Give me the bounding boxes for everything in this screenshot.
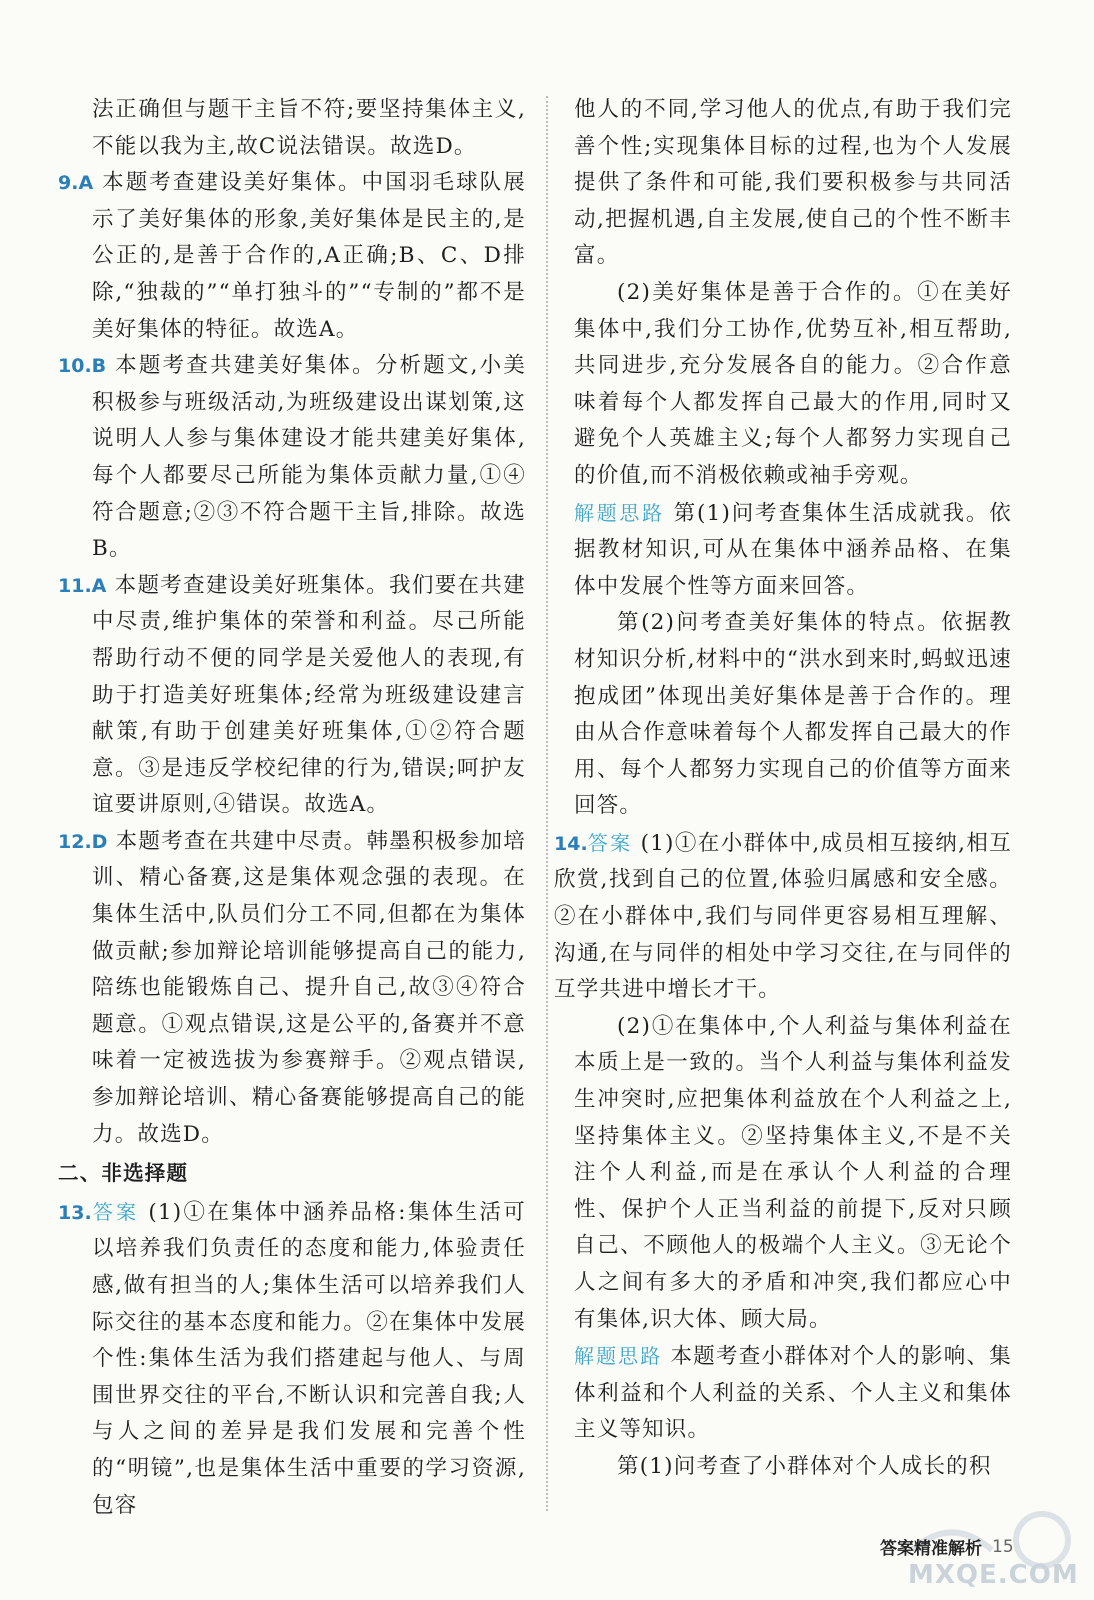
question-number: 11.A bbox=[58, 574, 107, 597]
solution-tag: 解题思路 bbox=[574, 500, 665, 525]
answer-text: (1)①在小群体中,成员相互接纳,相互欣赏,找到自己的位置,体验归属感和安全感。②在小群体中,我们与同伴更容易相互理解、沟通,在与同伴的相处中学习交往,在与同伴的互学共进中增长才干。 bbox=[554, 830, 1012, 1003]
answer-part-2: (2)美好集体是善于合作的。①在美好集体中,我们分工协作,优势互补,相互帮助,共同进步,充分发展各自的能力。②合作意味着每个人都发挥自己最大的作用,同时又避免个人英雄主义;每个人都努力实现自己的价值,而不消极依赖或袖手旁观。 bbox=[574, 279, 1012, 488]
page-number: 15 bbox=[992, 1536, 1014, 1557]
question-number: 14. bbox=[554, 832, 588, 855]
answer-text: 本题考查建设美好班集体。我们要在共建中尽责,维护集体的荣誉和利益。尽己所能帮助行动不便的同学是关爱他人的表现,有助于打造美好班集体;经常为班级建设建言献策,有助于创建美好班集体,①②符合题意。③是违反学校纪律的行为,错误;呵护友谊要讲原则,④错误。故选A。 bbox=[92, 572, 526, 818]
continued-paragraph: 法正确但与题干主旨不符;要坚持集体主义,不能以我为主,故C说法错误。故选D。 bbox=[92, 97, 526, 159]
answer-text: 本题考查共建美好集体。分析题文,小美积极参与班级活动,为班级建设出谋划策,这说明人人参与集体建设才能共建美好集体,每个人都要尽己所能为集体贡献力量,①④符合题意;②③不符合题干主旨,排除。故选B。 bbox=[92, 353, 526, 562]
solution-paragraph: 第(1)问考查了小群体对个人成长的积 bbox=[617, 1453, 992, 1479]
solution-tag: 解题思路 bbox=[574, 1344, 663, 1369]
right-column bbox=[554, 92, 1012, 1486]
column-divider bbox=[546, 96, 548, 1511]
solution-paragraph: 第(2)问考查美好集体的特点。依据教材知识分析,材料中的“洪水到来时,蚂蚁迅速抱成团”体现出美好集体是善于合作的。理由从合作意味着每个人都发挥自己最大的作用、每个人都努力实现自己的价值等方面来回答。 bbox=[574, 610, 1012, 819]
question-number: 10.B bbox=[58, 355, 107, 378]
answer-part-2: (2)①在集体中,个人利益与集体利益在本质上是一致的。当个人利益与集体利益发生冲突时,应把集体利益放在个人利益之上,坚持集体主义。②坚持集体主义,不是不关注个人利益,而是在承认个人利益的合理性、保护个人正当利益的前提下,反对只顾自己、不顾他人的极端个人主义。③无论个人之间有多大的矛盾和冲突,我们都应心中有集体,识大体、顾大局。 bbox=[574, 1013, 1012, 1332]
page-footer bbox=[880, 1534, 1014, 1559]
answer-11 bbox=[58, 568, 526, 824]
question-number: 9.A bbox=[58, 172, 94, 195]
solution-text: 本题考查小群体对个人的影响、集体利益和个人利益的关系、个人主义和集体主义等知识。 bbox=[574, 1344, 1012, 1443]
question-number: 12.D bbox=[58, 830, 108, 853]
watermark-text: MXQE.COM bbox=[908, 1560, 1079, 1590]
answer-tag: 答案 bbox=[91, 1199, 140, 1224]
answer-text: 本题考查在共建中尽责。韩墨积极参加培训、精心备赛,这是集体观念强的表现。在集体生活中,队员们分工不同,但都在为集体做贡献;参加辩论培训能够提高自己的能力,陪练也能锻炼自己、提升自己,故③④符合题意。①观点错误,这是公平的,备赛并不意味着一定被选拔为参赛辩手。②观点错误,参加辩论培训、精心备赛能够提高自己的能力。故选D。 bbox=[92, 828, 526, 1147]
solution-idea bbox=[574, 1338, 1012, 1449]
footer-title: 答案精准解析 bbox=[880, 1539, 982, 1559]
answer-12 bbox=[58, 824, 526, 1153]
continued-paragraph: 他人的不同,学习他人的优点,有助于我们完善个性;实现集体目标的过程,也为个人发展提供了条件和可能,我们要积极参与共同活动,把握机遇,自主发展,使自己的个性不断丰富。 bbox=[574, 97, 1012, 269]
question-number: 13. bbox=[58, 1201, 92, 1224]
answer-13 bbox=[58, 1194, 526, 1524]
left-column bbox=[58, 92, 526, 1524]
answer-9 bbox=[58, 165, 526, 348]
answer-text: 本题考查建设美好集体。中国羽毛球队展示了美好集体的形象,美好集体是民主的,是公正的,是善于合作的,A正确;B、C、D排除,“独裁的”“单打独斗的”“专制的”都不是美好集体的特征。故选A。 bbox=[92, 170, 526, 342]
section-heading: 二、非选择题 bbox=[58, 1161, 189, 1186]
answer-14 bbox=[554, 825, 1012, 1009]
answer-10 bbox=[58, 348, 526, 568]
answer-tag: 答案 bbox=[587, 830, 633, 855]
solution-text: 第(1)问考查集体生活成就我。依据教材知识,可从在集体中涵养品格、在集体中发展个性等方面来回答。 bbox=[574, 500, 1012, 599]
answer-text: (1)①在集体中涵养品格:集体生活可以培养我们负责任的态度和能力,体验责任感,做有担当的人;集体生活可以培养我们人际交往的基本态度和能力。②在集体中发展个性:集体生活为我们搭建起与他人、与周围世界交往的平台,不断认识和完善自我;人与人之间的差异是我们发展和完善个性的“明镜”,也是集体生活中重要的学习资源,包容 bbox=[92, 1199, 526, 1518]
solution-idea bbox=[574, 495, 1012, 606]
